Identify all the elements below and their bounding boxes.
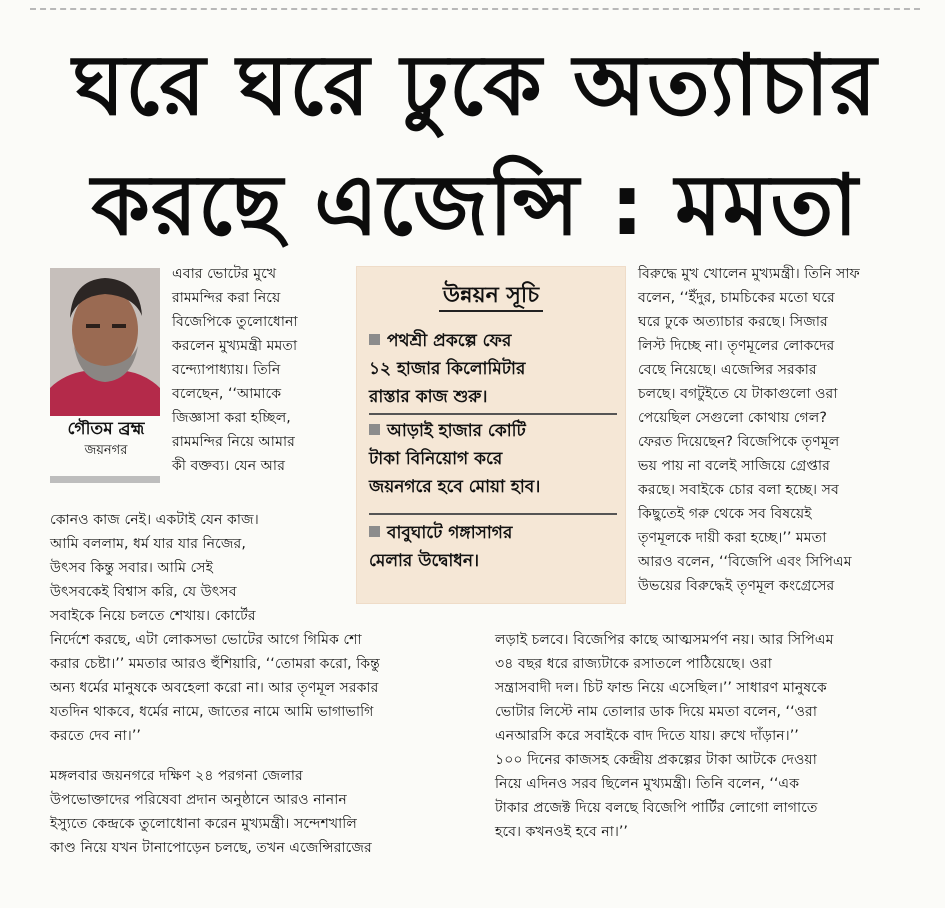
sidebar-item: পথশ্রী প্রকল্পে ফের ১২ হাজার কিলোমিটার রাস্তার কাজ শুরু। — [369, 331, 526, 407]
article-col1-bottom: মঙ্গলবার জয়নগরে দক্ষিণ ২৪ পরগনা জেলার উপভোক্তাদের পরিষেবা প্রদান অনুষ্ঠানে আরও নানান ইস্যুতে কেন্দ্রকে তুলোধোনা করেন মুখ্যমন্ত্রী। সন্দেশখালি কাণ্ড নিয়ে যখন টানাপোড়েন চলছে, তখন এজেন্সিরাজের — [50, 768, 372, 856]
sidebar-separator — [369, 513, 617, 515]
sidebar-item: বাবুঘাটে গঙ্গাসাগর মেলার উদ্বোধন। — [369, 523, 513, 571]
sidebar-title: উন্নয়ন সূচি — [357, 281, 625, 311]
article-col3-top: বিরুদ্ধে মুখ খোলেন মুখ্যমন্ত্রী। তিনি সাফ বলেন, ‘‘ইঁদুর, চামচিকের মতো ঘরে ঘরে ঢুকে অত্যাচার করছে। সিজার লিস্ট দিচ্ছে না। তৃণমূলের লোকদের বেছে নিয়েছে। এজেন্সির সরকার চলছে। বগটুইতে যে টাকাগুলো ওরা পেয়েছিল সেগুলো কোথায় গেল? ফেরত দিয়েছেন? বিজেপিকে তৃণমূল ভয় পায় না বলেই সাজিয়ে গ্রেপ্তার করছে। সবাইকে চোর বলা হচ্ছে। সব কিছুতেই গরু থেকে সব বিষয়েই তৃণমূলকে দায়ী করা হচ্ছে।’’ মমতা আরও বলেন, ‘‘বিজেপি এবং সিপিএম উভয়ের বিরুদ্ধেই তৃণমূল কংগ্রেসের — [638, 266, 860, 594]
article-col1-mid: কোনও কাজ নেই। একটাই যেন কাজ। আমি বললাম, ধর্ম যার যার নিজের, উৎসব কিন্তু সবার। আমি সেই উৎসবকেই বিশ্বাস করি, যে উৎসব সবাইকে নিয়ে চলতে শেখায়। কোর্টের — [50, 512, 259, 624]
reporter-name: গৌতম ব্রহ্ম — [67, 419, 145, 439]
bullet-square-icon — [369, 526, 380, 537]
development-sidebar — [356, 266, 626, 604]
reporter-location: জয়নগর — [84, 443, 128, 458]
article-col1-top: এবার ভোটের মুখে রামমন্দির করা নিয়ে বিজেপিকে তুলোধোনা করলেন মুখ্যমন্ত্রী মমতা বন্দ্যোপাধ্যায়। তিনি বলেছেন, ‘‘আমাকে জিজ্ঞাসা করা হচ্ছিল, রামমন্দির নিয়ে আমার কী বক্তব্য। যেন আর — [172, 266, 298, 474]
reporter-photo — [50, 268, 160, 416]
sidebar-separator — [369, 413, 617, 415]
headline-line-2: করছে এজেন্সি : মমতা — [91, 156, 859, 254]
top-dashed-rule — [30, 8, 920, 10]
bullet-square-icon — [369, 424, 380, 435]
reporter-portrait-icon — [50, 268, 160, 416]
headline-line-1: ঘরে ঘরে ঢুকে অত্যাচার — [72, 36, 878, 134]
article-col1-wide: নির্দেশে করছে, এটা লোকসভা ভোটের আগে গিমিক শো করার চেষ্টা।’’ মমতার আরও হুঁশিয়ারি, ‘‘তোমরা করো, কিন্তু অন্য ধর্মের মানুষকে অবহেলা করো না। আর তৃণমূল সরকার যতদিন থাকবে, ধর্মের নামে, জাতের নামে আমি ভাগাভাগি করতে দেব না।’’ — [50, 632, 380, 744]
byline-divider — [50, 476, 160, 483]
bullet-square-icon — [369, 334, 380, 345]
sidebar-item: আড়াই হাজার কোটি টাকা বিনিয়োগ করে জয়নগরে হবে মোয়া হাব। — [369, 421, 541, 497]
article-col3-bottom: লড়াই চলবে। বিজেপির কাছে আত্মসমর্পণ নয়। আর সিপিএম ৩৪ বছর ধরে রাজ্যটাকে রসাতলে পাঠিয়েছে। ওরা সন্ত্রাসবাদী দল। চিট ফান্ড নিয়ে এসেছিল।’’ সাধারণ মানুষকে ভোটার লিস্টে নাম তোলার ডাক দিয়ে মমতা বলেন, ‘‘ওরা এনআরসি করে সবাইকে বাদ দিতে যায়। রুখে দাঁড়ান।’’ ১০০ দিনের কাজসহ কেন্দ্রীয় প্রকল্পের টাকা আটকে দেওয়া নিয়ে এদিনও সরব ছিলেন মুখ্যমন্ত্রী। তিনি বলেন, ‘‘এক টাকার প্রজেক্ট দিয়ে বলছে বিজেপি পার্টির লোগো লাগাতে হবে। কখনওই হবে না।’’ — [495, 632, 834, 840]
